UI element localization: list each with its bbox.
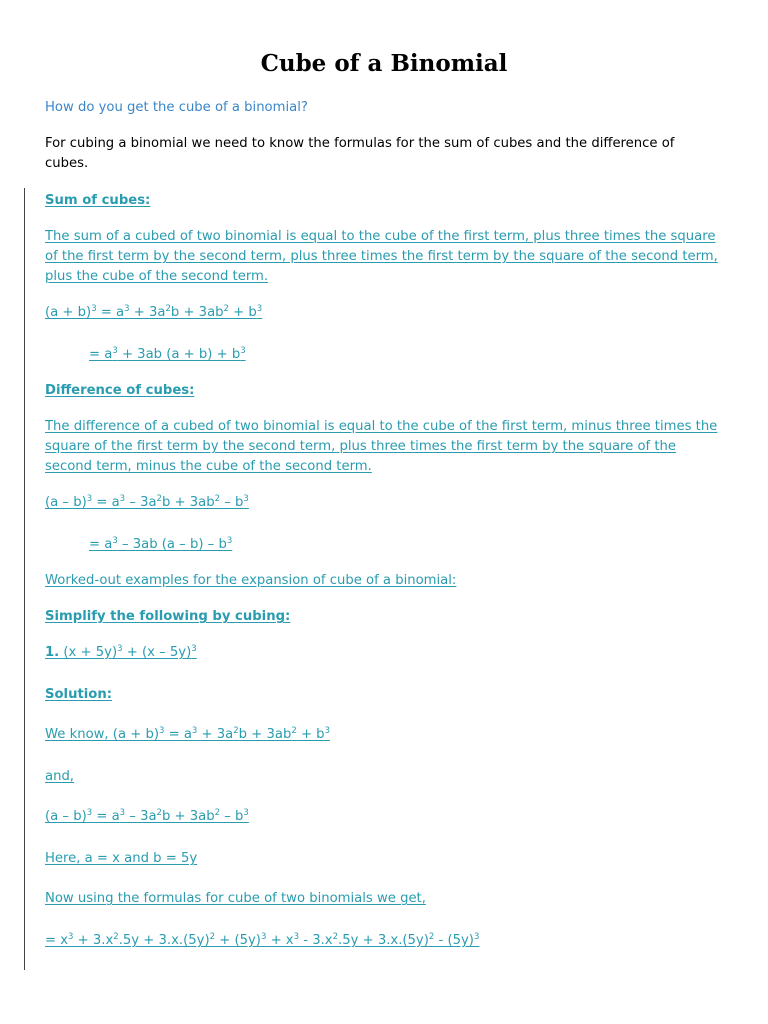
- problem-number: 1.: [45, 645, 60, 660]
- diff-desc-line-1: The difference of a cubed of two binomial is equal to the cube of the first term, minus three times the: [45, 419, 718, 434]
- examples-heading: Worked-out examples for the expansion of cube of a binomial:: [45, 573, 457, 588]
- sum-formula-1: $(a + b)^3 = a^3 + 3a^2b + 3ab^2 + b^3$: [45, 304, 263, 320]
- simplify-heading: Simplify the following by cubing:: [45, 609, 291, 624]
- and-text: and,: [45, 769, 75, 784]
- problem-expression: $(x + 5y)^3 + (x - 5y)^3$: [63, 644, 197, 660]
- diff-formula-repeat: $(a - b)^3 = a^3 - 3a^2b + 3ab^2 - b^3$: [45, 808, 249, 824]
- solution-heading: Solution:: [45, 687, 113, 702]
- margin-line: [24, 188, 25, 970]
- sum-desc-line-1: The sum of a cubed of two binomial is equal to the cube of the first term, plus three times the square: [45, 229, 716, 244]
- intro-line-1: For cubing a binomial we need to know the formulas for the sum of cubes and the difference of: [45, 136, 675, 151]
- diff-formula-1: $(a - b)^3 = a^3 - 3a^2b + 3ab^2 - b^3$: [45, 494, 249, 510]
- question-text: How do you get the cube of a binomial?: [45, 100, 308, 115]
- diff-formula-2: = $a^3 - 3ab$ $(a - b) - b^3$: [89, 536, 233, 552]
- sum-desc-line-3: plus the cube of the second term.: [45, 269, 269, 284]
- sum-heading: Sum of cubes:: [45, 193, 151, 208]
- diff-desc-line-3: second term, minus the cube of the second term.: [45, 459, 372, 474]
- intro-line-2: cubes.: [45, 156, 89, 171]
- page-title: Cube of a Binomial: [260, 50, 508, 77]
- here-text: Here, a = x and b = 5y: [45, 851, 198, 866]
- now-using-text: Now using the formulas for cube of two binomials we get,: [45, 891, 426, 906]
- sum-desc-line-2: of the first term by the second term, plus three times the first term by the square of the second term,: [45, 249, 718, 264]
- we-know-formula: We know, $(a + b)^3 = a^3 + 3a^2b + 3ab^2 + b^3$: [45, 726, 330, 742]
- sum-formula-2: = $a^3 + 3ab$ $(a + b) + b^3$: [89, 346, 246, 362]
- diff-desc-line-2: square of the first term by the second term, plus three times the first term by the square of the: [45, 439, 677, 454]
- diff-heading: Difference of cubes:: [45, 383, 195, 398]
- problem-1: [45, 643, 725, 663]
- expansion-formula: = $x^3 + 3.x^2.5y + 3.x.(5y)^2 + (5y)^3 + x^3 - 3.x^2.5y + 3.x.(5y)^2 - (5y)^3$: [45, 932, 480, 948]
